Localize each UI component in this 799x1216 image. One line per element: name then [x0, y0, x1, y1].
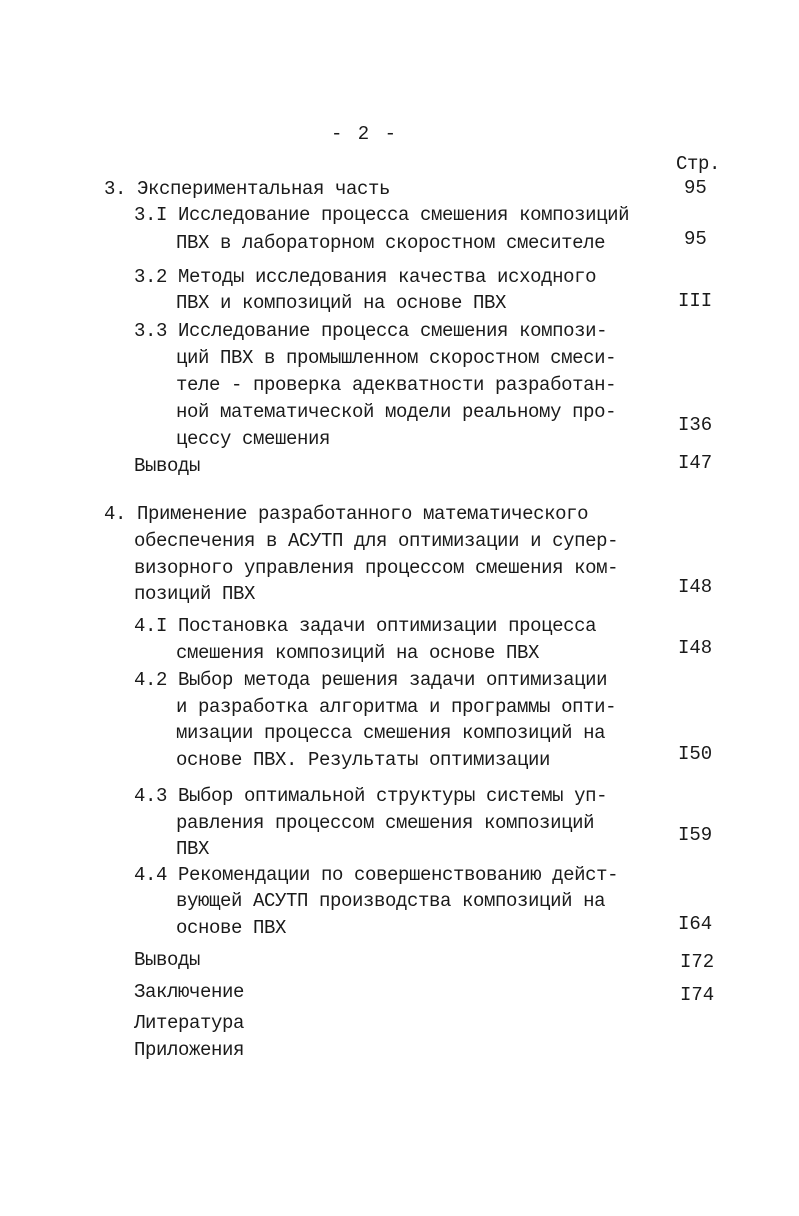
page-column-label: Стр.	[676, 153, 721, 175]
toc-3-conclusions-page: I47	[678, 452, 713, 474]
toc-3-1-page: 95	[684, 228, 707, 250]
toc-4-4-line: 4.4 Рекомендации по совершенствованию дейст-	[134, 864, 619, 886]
toc-4-2-line: мизации процесса смешения композиций на	[176, 722, 606, 744]
toc-4-1-page: I48	[678, 637, 713, 659]
toc-3-conclusions-label: Выводы	[134, 455, 201, 477]
toc-conclusion-page: I74	[680, 984, 715, 1006]
toc-4-3-line: ПВХ	[176, 838, 210, 860]
toc-section-3-title: 3. Экспериментальная часть	[104, 178, 391, 200]
toc-4-3-line: равления процессом смешения композиций	[176, 812, 595, 834]
toc-4-2-line: основе ПВХ. Результаты оптимизации	[176, 749, 551, 771]
toc-section-3-page: 95	[684, 177, 707, 199]
toc-4-4-page: I64	[678, 913, 713, 935]
toc-section-4-line: обеспечения в АСУТП для оптимизации и супер-	[134, 530, 619, 552]
toc-4-conclusions-page: I72	[680, 951, 715, 973]
toc-conclusion-label: Заключение	[134, 981, 245, 1003]
page-number: - 2 -	[331, 123, 399, 145]
toc-3-1-line: ПВХ в лабораторном скоростном смесителе	[176, 232, 606, 254]
toc-section-4-line: визорного управления процессом смешения ком-	[134, 557, 619, 579]
toc-4-2-page: I50	[678, 743, 713, 765]
toc-4-4-line: вующей АСУТП производства композиций на	[176, 890, 606, 912]
toc-4-3-page: I59	[678, 824, 713, 846]
toc-3-2-page: III	[678, 290, 713, 312]
toc-3-2-line: 3.2 Методы исследования качества исходного	[134, 266, 597, 288]
toc-4-3-line: 4.3 Выбор оптимальной структуры системы уп-	[134, 785, 608, 807]
toc-4-conclusions-label: Выводы	[134, 949, 201, 971]
toc-section-4-line: 4. Применение разработанного математического	[104, 503, 589, 525]
toc-literature-label: Литература	[134, 1012, 245, 1034]
toc-3-1-line: 3.I Исследование процесса смешения композиций	[134, 204, 630, 226]
toc-section-4-line: позиций ПВХ	[134, 583, 256, 605]
toc-3-3-line: цессу смешения	[176, 428, 331, 450]
toc-3-3-page: I36	[678, 414, 713, 436]
toc-4-2-line: и разработка алгоритма и программы опти-	[176, 696, 617, 718]
toc-appendices-label: Приложения	[134, 1039, 245, 1061]
toc-3-3-line: ной математической модели реальному про-	[176, 401, 617, 423]
toc-4-4-line: основе ПВХ	[176, 917, 287, 939]
toc-4-1-line: смешения композиций на основе ПВХ	[176, 642, 540, 664]
toc-3-3-line: теле - проверка адекватности разработан-	[176, 374, 617, 396]
toc-3-3-line: ций ПВХ в промышленном скоростном смеси-	[176, 347, 617, 369]
toc-4-2-line: 4.2 Выбор метода решения задачи оптимизации	[134, 669, 608, 691]
toc-4-1-line: 4.I Постановка задачи оптимизации процесса	[134, 615, 597, 637]
toc-3-3-line: 3.3 Исследование процесса смешения компози-	[134, 320, 608, 342]
toc-section-4-page: I48	[678, 576, 713, 598]
toc-3-2-line: ПВХ и композиций на основе ПВХ	[176, 292, 507, 314]
